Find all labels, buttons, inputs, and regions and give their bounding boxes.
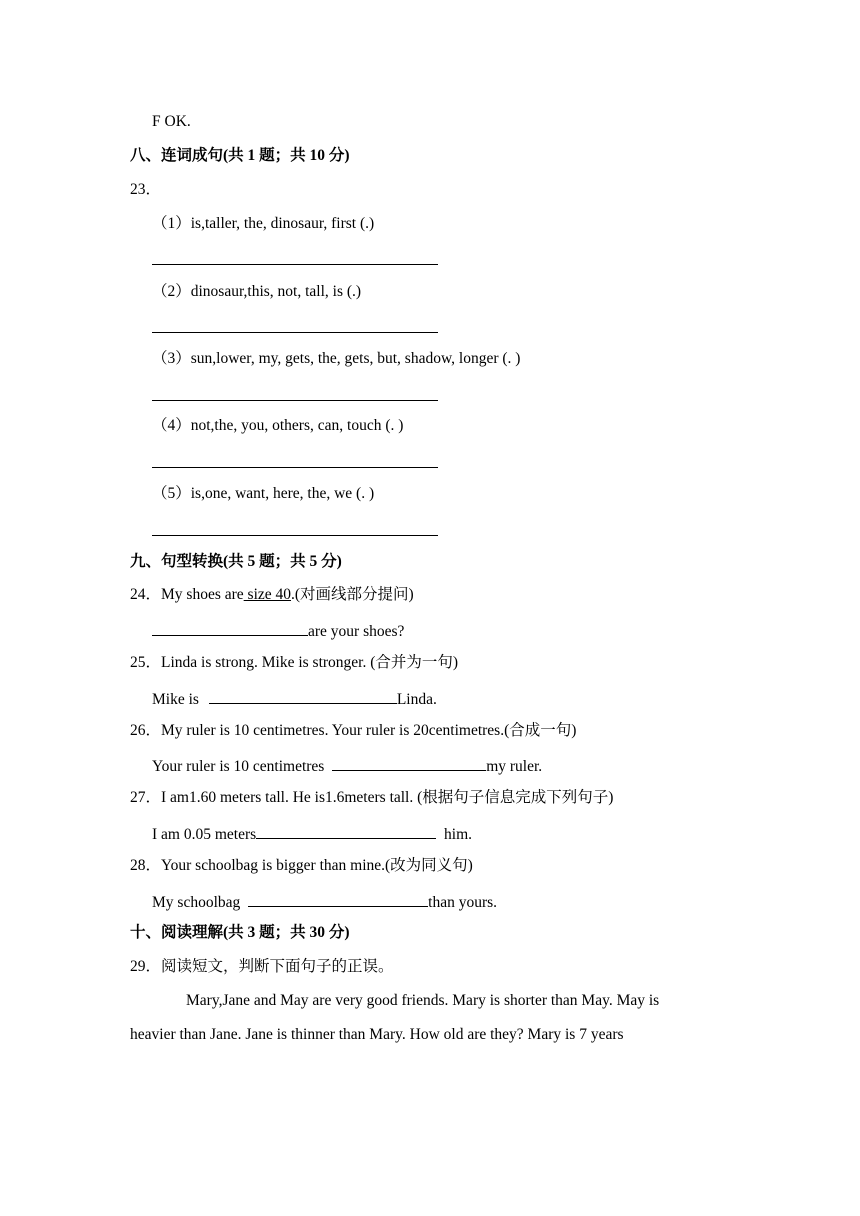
q27-answer-before: I am 0.05 meters (152, 826, 257, 843)
q23-item-2: （2）dinosaur,this, not, tall, is (.) (152, 283, 362, 300)
q28-answer-line (152, 890, 497, 913)
q24-prefix: 24．My shoes are (130, 586, 244, 603)
question-24 (130, 585, 414, 605)
q24-answer-after: are your shoes? (308, 623, 405, 640)
question-23-number: 23． (130, 181, 162, 198)
q25-answer-before: Mike is (152, 691, 203, 708)
q24-answer-line (152, 619, 404, 642)
q23-answer-line-5[interactable] (152, 535, 438, 536)
section-10-heading: 十、阅读理解(共 3 题；共 30 分) (130, 924, 350, 941)
passage-line-1: Mary,Jane and May are very good friends. Mary is shorter than May. May is (186, 992, 660, 1009)
q26-answer-blank[interactable] (332, 754, 486, 771)
q23-answer-line-3[interactable] (152, 400, 438, 401)
q24-underlined: size 40 (243, 586, 292, 603)
q23-answer-line-1[interactable] (152, 264, 438, 265)
question-26: 26．My ruler is 10 centimetres. Your ruler is 20centimetres.(合成一句) (130, 722, 577, 739)
q26-answer-line (152, 754, 542, 777)
q24-suffix: .(对画线部分提问) (291, 586, 414, 603)
section-9-heading: 九、句型转换(共 5 题；共 5 分) (130, 553, 342, 570)
q28-answer-blank[interactable] (248, 890, 428, 907)
q24-answer-blank[interactable] (152, 619, 308, 636)
question-27: 27．I am1.60 meters tall. He is1.6meters tall. (根据句子信息完成下列句子) (130, 789, 614, 806)
question-25: 25．Linda is strong. Mike is stronger. (合并为一句) (130, 654, 459, 671)
q23-answer-line-2[interactable] (152, 332, 438, 333)
q25-answer-after: Linda. (396, 691, 437, 708)
q23-item-1: （1）is,taller, the, dinosaur, first (.) (152, 215, 375, 232)
question-28: 28．Your schoolbag is bigger than mine.(改为同义句) (130, 857, 473, 874)
q27-answer-blank[interactable] (256, 822, 436, 839)
q28-answer-before: My schoolbag (152, 894, 245, 911)
q27-answer-line (152, 822, 472, 845)
intro-line: F OK. (152, 113, 191, 130)
q23-answer-line-4[interactable] (152, 467, 438, 468)
q26-answer-after: my ruler. (486, 758, 543, 775)
q28-answer-after: than yours. (428, 894, 498, 911)
q23-item-5: （5）is,one, want, here, the, we (. ) (152, 485, 375, 502)
q27-answer-after: him. (440, 826, 473, 843)
q26-answer-before: Your ruler is 10 centimetres (152, 758, 329, 775)
passage-line-2: heavier than Jane. Jane is thinner than Mary. How old are they? Mary is 7 years (130, 1026, 624, 1043)
question-29: 29．阅读短文，判断下面句子的正误。 (130, 958, 394, 975)
q23-item-4: （4）not,the, you, others, can, touch (. ) (152, 417, 404, 434)
q23-item-3: （3）sun,lower, my, gets, the, gets, but, shadow, longer (. ) (152, 350, 521, 367)
q25-answer-blank[interactable] (209, 687, 397, 704)
q25-answer-line (152, 687, 437, 710)
section-8-heading: 八、连词成句(共 1 题；共 10 分) (130, 147, 350, 164)
